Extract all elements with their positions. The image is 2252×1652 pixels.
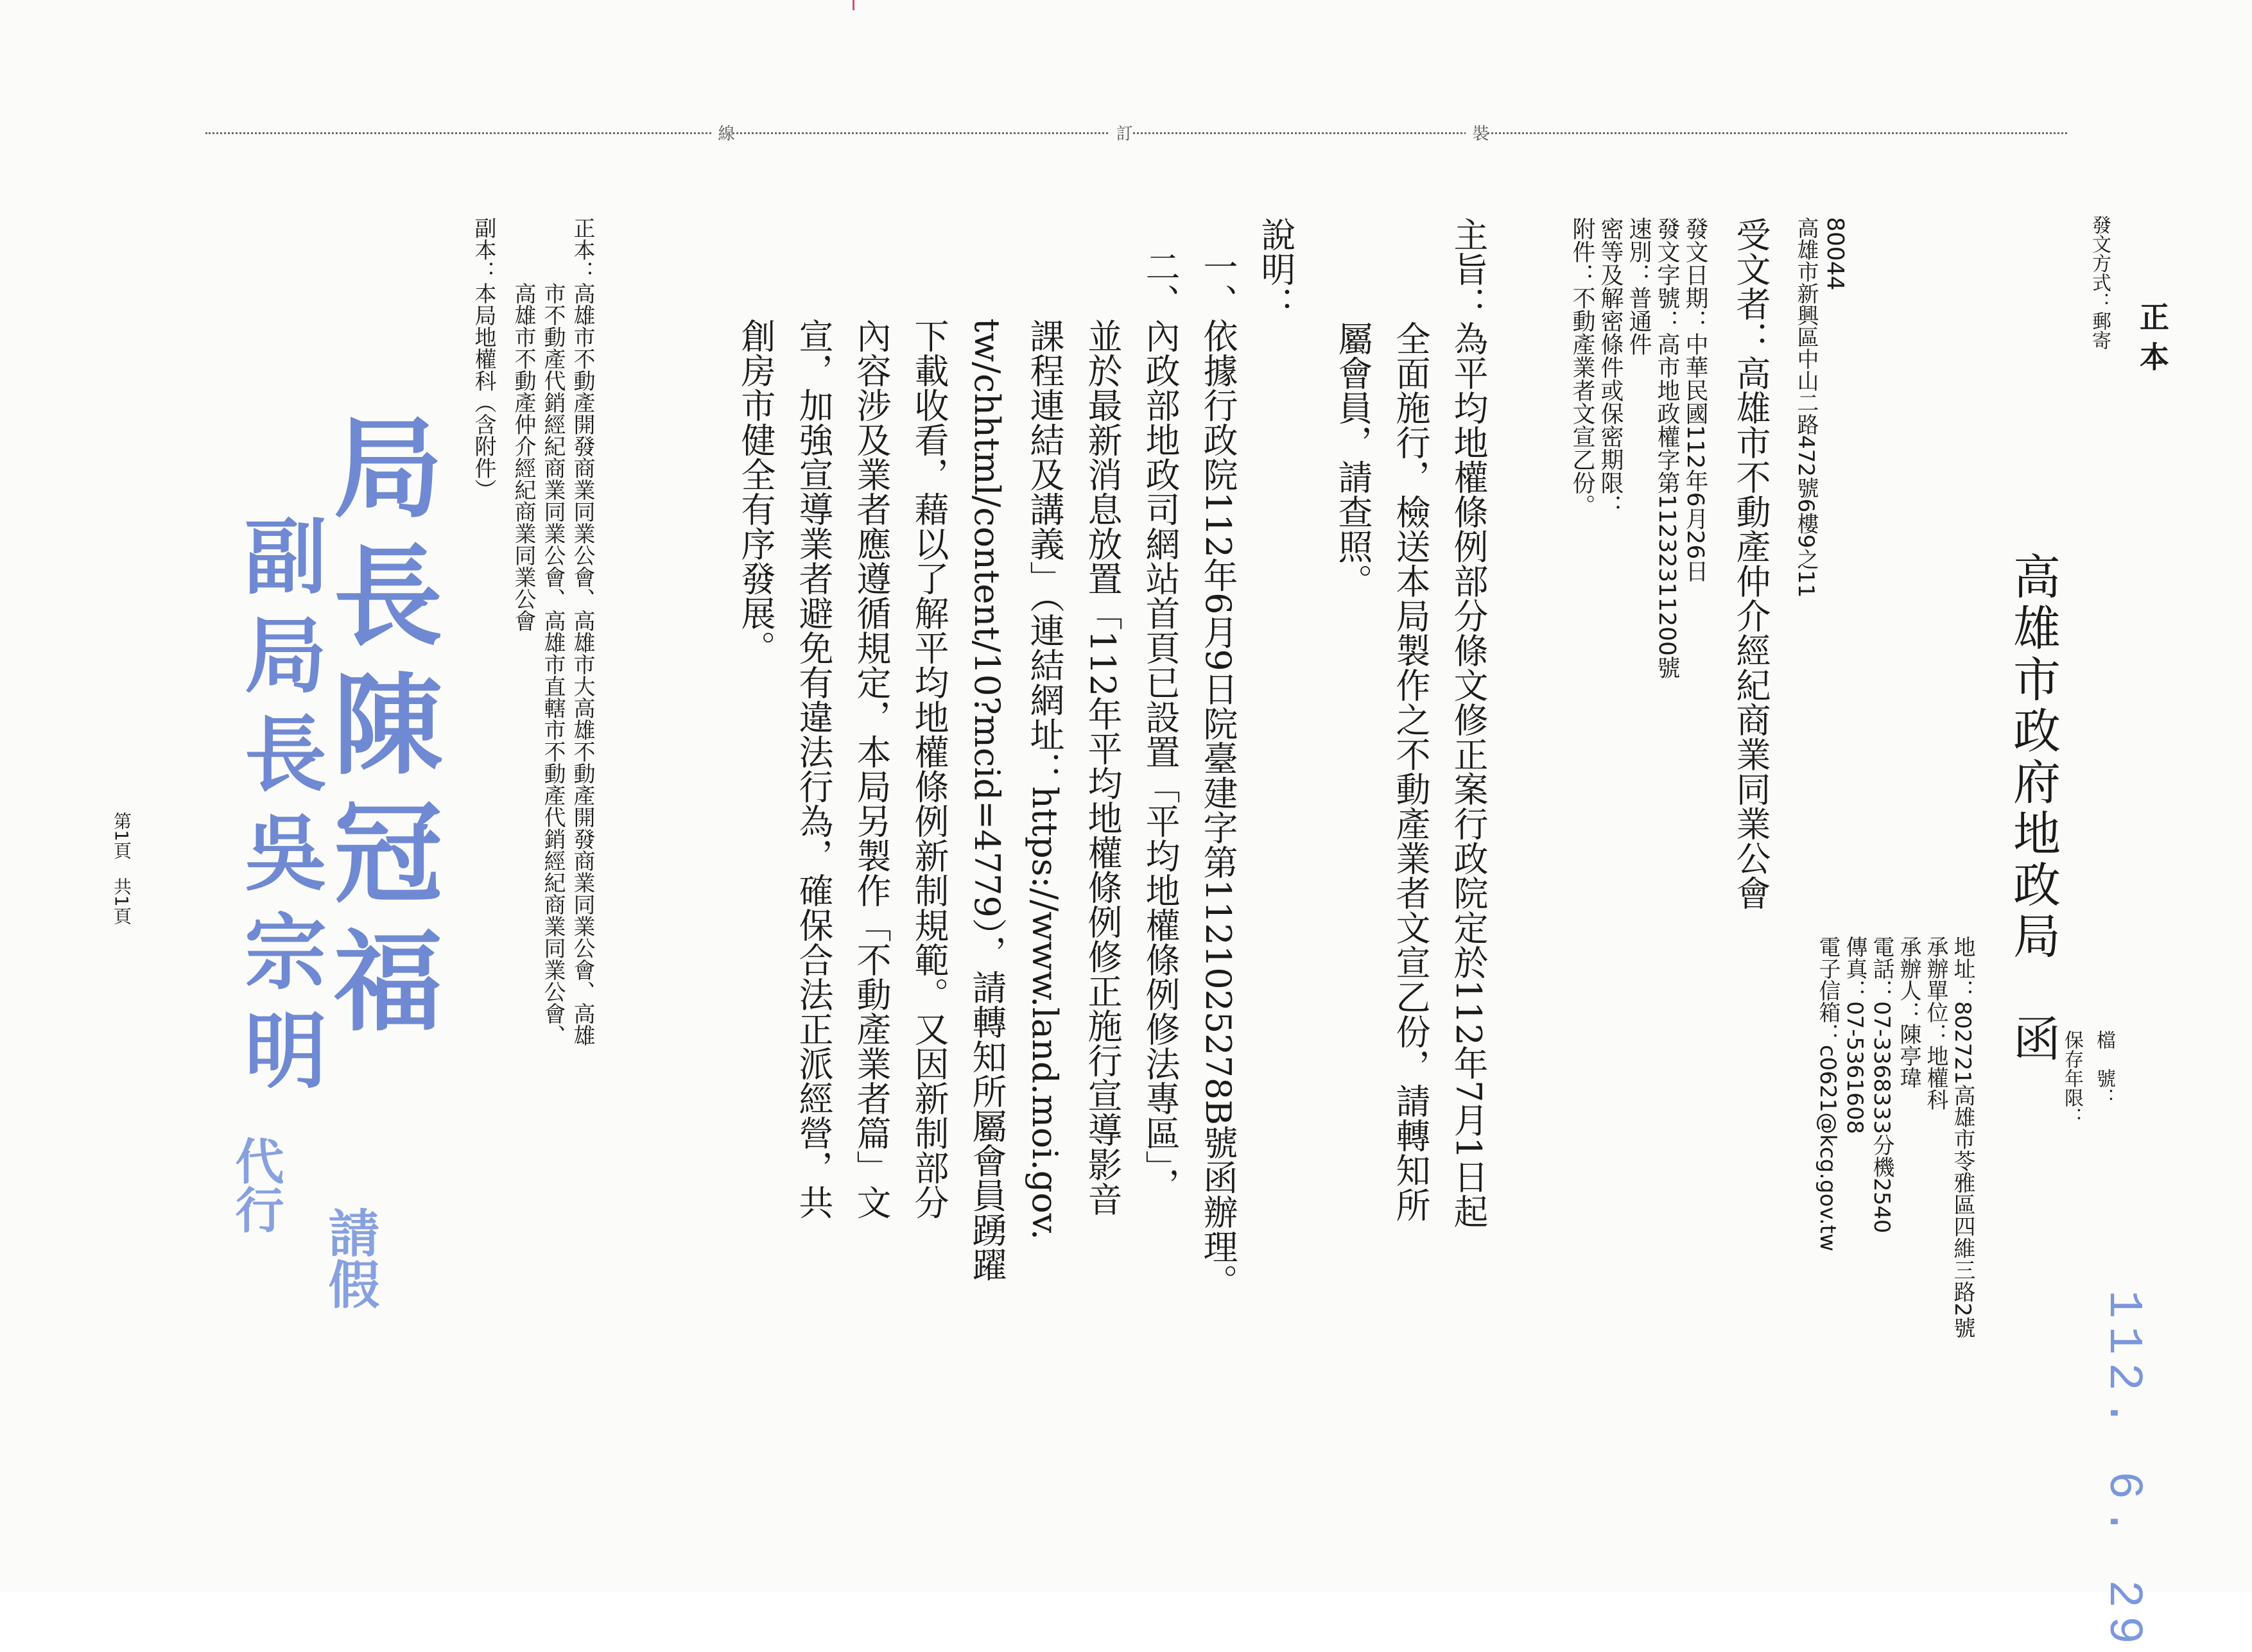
secrecy-level: 密等及解密條件或保密期限：: [1597, 217, 1624, 517]
explanation-line-1: 一、依據行政院112年6月9日院臺建字第1121025278B號函辦理。: [1198, 249, 1238, 1299]
explanation-line-8: 宣，加強宣導業者避免有違法行為，確保合法正派經營，共: [793, 249, 834, 1219]
delivery-speed: 速別：普通件: [1625, 217, 1652, 356]
attachment-note: 附件：不動產業者文宣乙份。: [1569, 217, 1595, 517]
sender-email: 電子信箱：c0621@kcg.gov.tw: [1815, 936, 1841, 1252]
distribution-line-2: 市不動產代銷經紀商業同業公會、高雄市直轄市不動產代銷經紀商業同業公會、: [540, 217, 566, 1046]
explanation-line-6: 下載收看，藉以了解平均地權條例新制規範。又因新制部分: [909, 249, 949, 1219]
deputy-director-signature-stamp: 副局長吳宗明: [230, 513, 327, 1106]
explanation-line-3: 並於最新消息放置「112年平均地權條例修正施行宣導影音: [1082, 249, 1123, 1217]
binding-mark-1: 裝: [1466, 122, 1487, 144]
document-number: 發文字號：高市地政權字第11232311200號: [1654, 217, 1680, 679]
sender-phone: 電話：07-3368333分機2540: [1869, 936, 1894, 1234]
copy-type: 正 本: [2135, 302, 2170, 372]
subject-line-1: 主旨：為平均地權條例部分條文修正案行政院定於112年7月1日起: [1448, 217, 1489, 1228]
explanation-line-5: tw/chhtml/content/10?mcid=4779），請轉知所屬會員踴躍: [967, 249, 1007, 1282]
send-method: 發文方式：郵寄: [2088, 215, 2111, 350]
document-title: 高雄市政府地政局 函: [2005, 552, 2061, 1065]
subject-line-3: 屬會員，請查照。: [1333, 217, 1373, 598]
binding-dotted-line: [205, 132, 2067, 134]
issue-date: 發文日期：中華民國112年6月26日: [1682, 217, 1708, 583]
subject-line-2: 全面施行，檢送本局製作之不動產業者文宣乙份，請轉知所: [1390, 217, 1431, 1222]
file-number-label: 檔 號：: [2093, 1030, 2115, 1107]
distribution-line-3: 高雄市不動產仲介經紀商業同業公會: [510, 217, 536, 632]
explanation-line-2: 二、內政部地政司網站首頁已設置「平均地權條例修法專區」，: [1140, 249, 1181, 1202]
retention-label: 保存年限：: [2061, 1030, 2083, 1126]
binding-mark-3: 線: [711, 122, 733, 144]
explanation-line-7: 內容涉及業者應遵循規定，本局另製作「不動產業者篇」文: [851, 249, 892, 1219]
recipient-address: 高雄市新興區中山二路472號6樓9之11: [1793, 217, 1819, 598]
sender-unit: 承辦單位：地權科: [1923, 936, 1948, 1110]
leave-stamp: 請假: [320, 1207, 380, 1309]
explanation-line-4: 課程連結及講義」（連結網址：https://www.land.moi.gov.: [1025, 249, 1065, 1240]
acting-stamp: 代行: [227, 1136, 284, 1234]
recipient-name: 受文者：高雄市不動產仲介經紀商業同業公會: [1731, 217, 1771, 910]
binding-mark-2: 訂: [1109, 122, 1131, 144]
received-date-stamp: 112. 6. 29: [2096, 1290, 2150, 1652]
recipient-postcode: 80044: [1822, 217, 1848, 291]
distribution-line-1: 正本：高雄市不動產開發商業同業公會、高雄市大高雄不動產開發商業同業公會、高雄: [569, 217, 595, 1046]
sender-fax: 傳真：07-5361608: [1842, 936, 1867, 1134]
sender-officer: 承辦人：陳亭瑋: [1896, 936, 1921, 1088]
page-number: 第1頁 共1頁: [111, 812, 132, 925]
director-signature-stamp: 局長陳冠福: [315, 411, 443, 1053]
explanation-line-9: 創房市健全有序發展。: [736, 249, 776, 665]
scan-edge-mark: [853, 0, 854, 10]
sender-address: 地址：802721高雄市苓雅區四維三路2號: [1950, 936, 1975, 1339]
explanation-heading: 說明：: [1256, 217, 1296, 321]
distribution-line-4: 副本：本局地權科（含附件）: [471, 217, 496, 501]
